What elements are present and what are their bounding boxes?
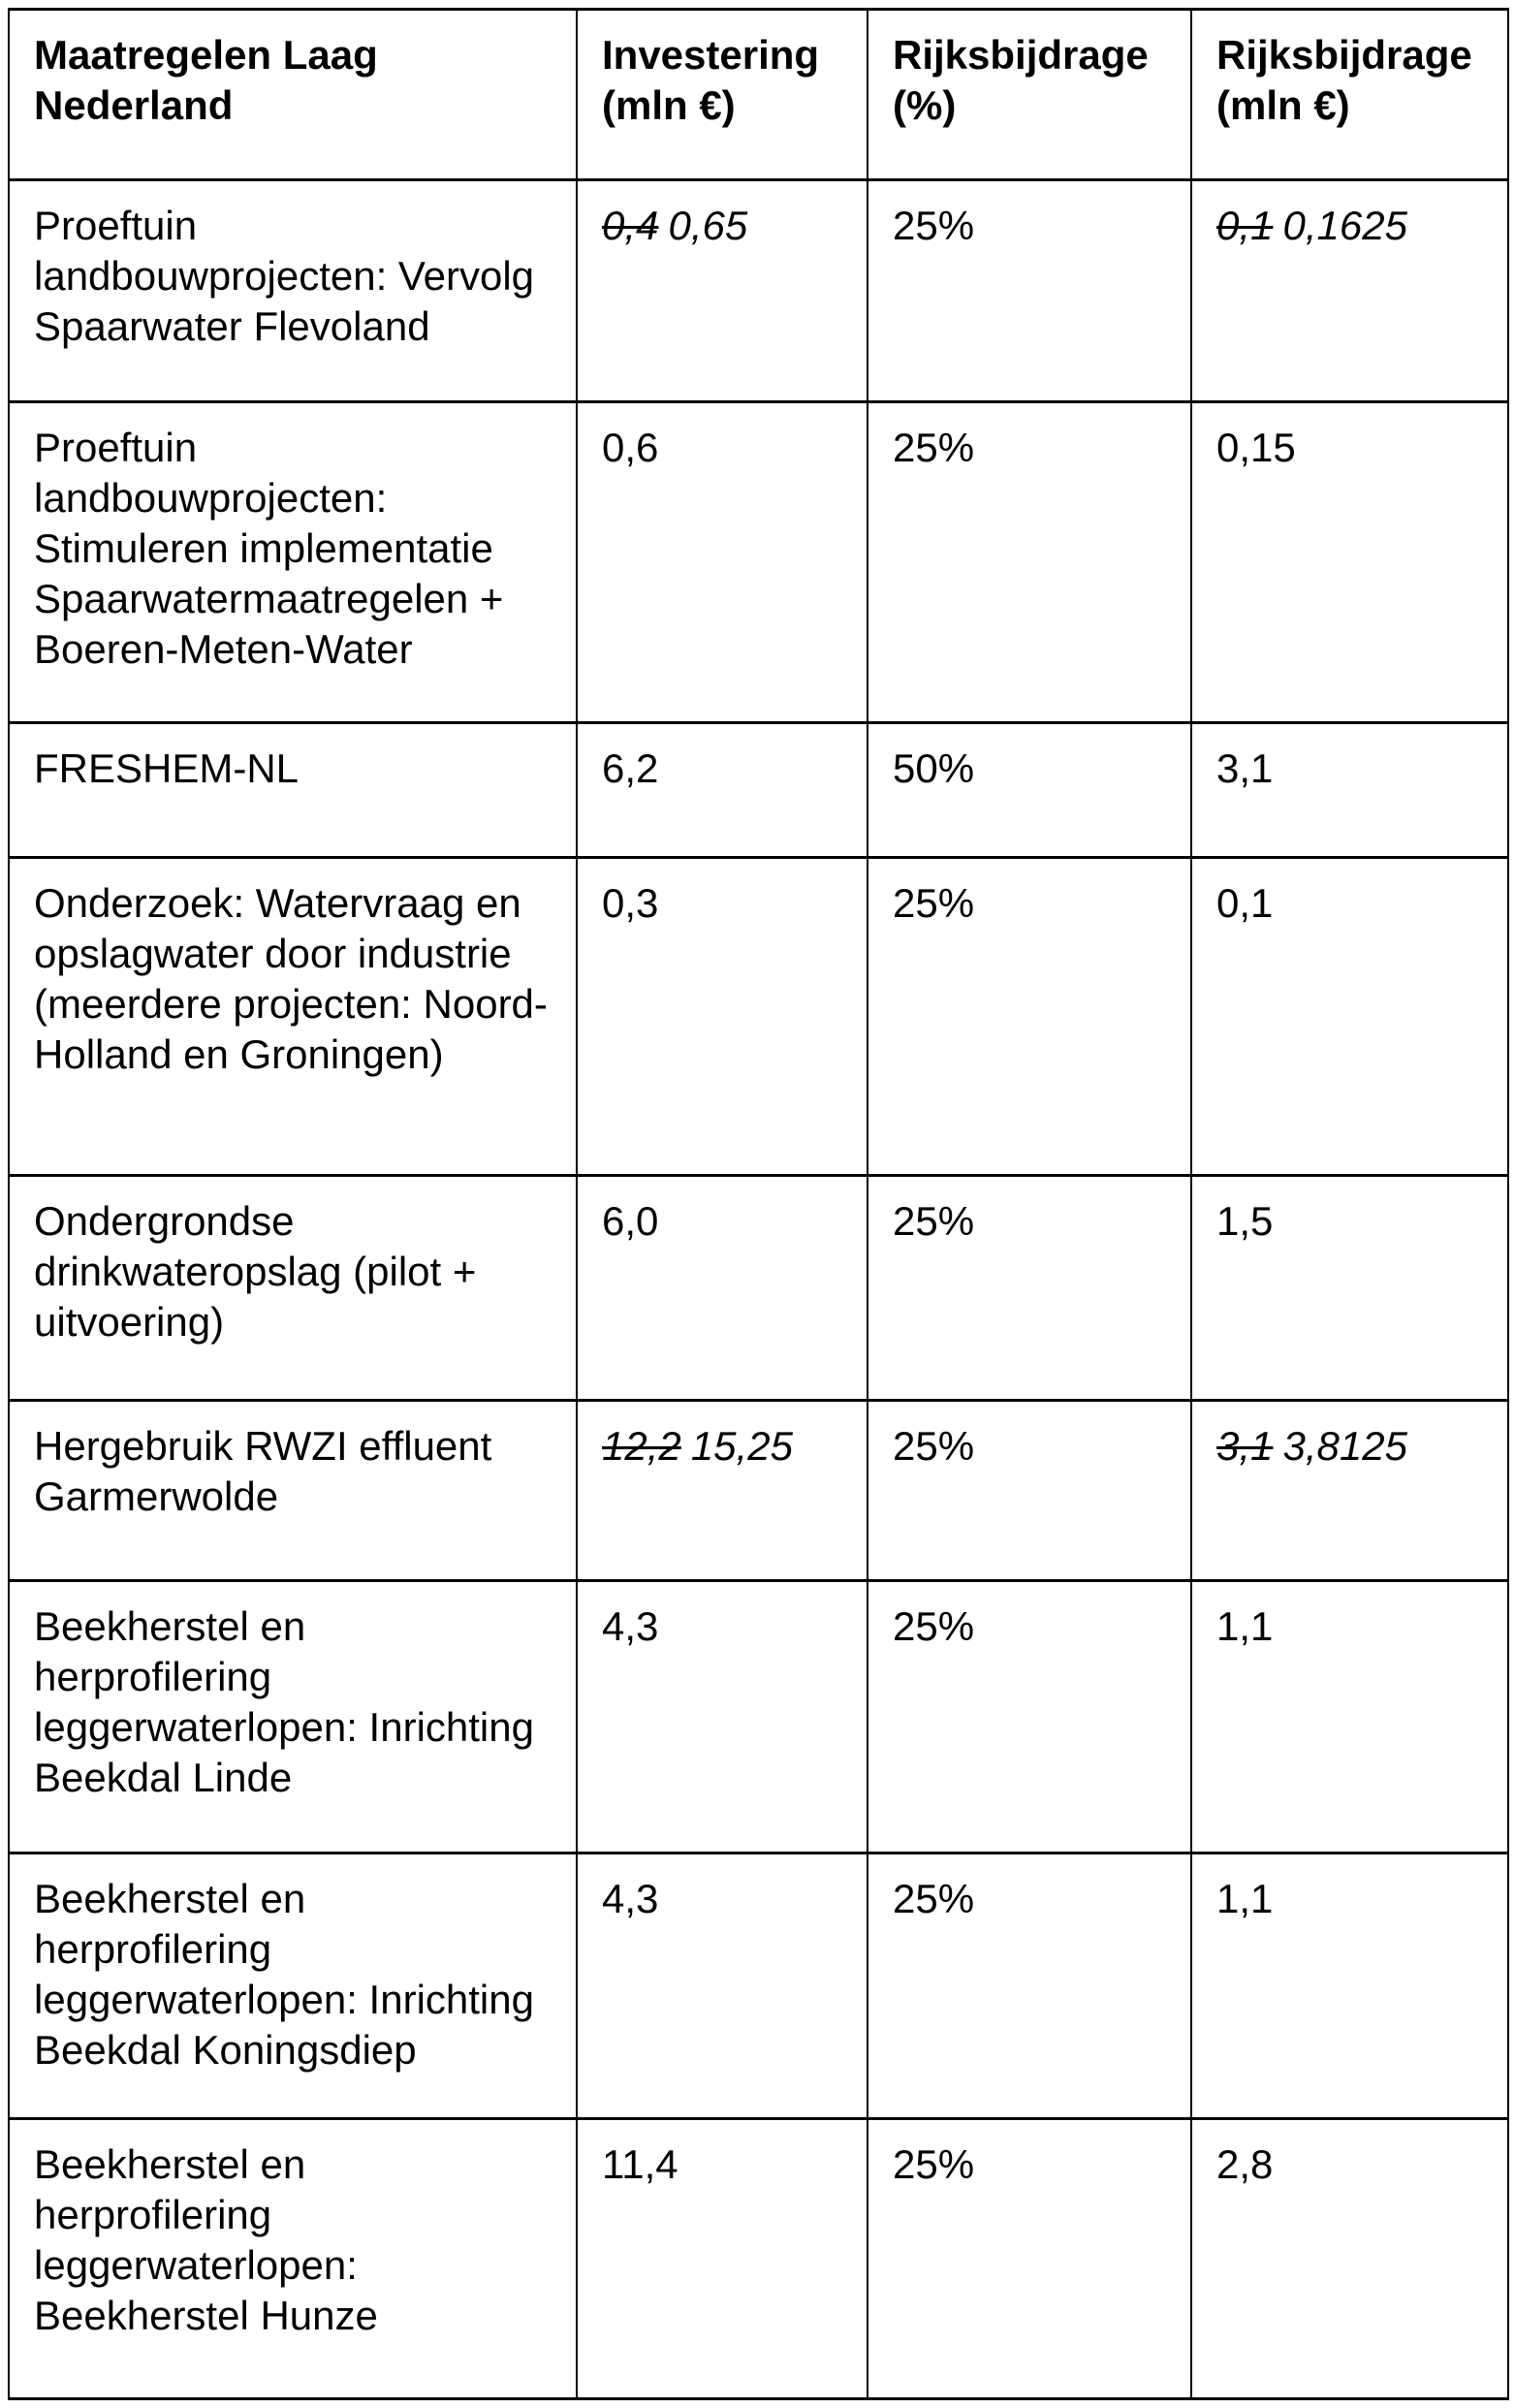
rijksbijdrage-pct-cell: 25% [868,180,1191,402]
investering-new-value: 0,65 [668,203,748,248]
table-row [9,723,1508,858]
maatregelen-table [8,8,1509,2400]
table-row [9,1854,1508,2119]
rijksbijdrage-pct-cell: 25% [868,2119,1191,2399]
rijksbijdrage-old-value: 3,1 [1216,1423,1274,1469]
rijksbijdrage-new-value: 3,8125 [1282,1423,1407,1469]
table-row [9,858,1508,1176]
rijksbijdrage-mln-cell [1191,1401,1508,1581]
rijksbijdrage-pct-cell: 50% [868,723,1191,858]
rijksbijdrage-pct-cell: 25% [868,858,1191,1176]
column-header-rijksbijdrage-mln: Rijksbijdrage (mln €) [1191,10,1508,180]
table-row [9,180,1508,402]
table-row [9,402,1508,723]
rijksbijdrage-pct-cell: 25% [868,1581,1191,1854]
investering-cell: 0,6 [577,402,868,723]
rijksbijdrage-pct-cell: 25% [868,402,1191,723]
investering-cell: 11,4 [577,2119,868,2399]
rijksbijdrage-old-value: 0,1 [1216,203,1274,248]
maatregel-cell: FRESHEM-NL [9,723,577,858]
rijksbijdrage-mln-cell: 2,8 [1191,2119,1508,2399]
rijksbijdrage-mln-cell: 0,15 [1191,402,1508,723]
investering-cell [577,1401,868,1581]
column-header-investering: Investering (mln €) [577,10,868,180]
column-header-maatregelen: Maatregelen Laag Nederland [9,10,577,180]
investering-cell: 4,3 [577,1854,868,2119]
maatregel-cell: Proeftuin landbouwprojecten: Vervolg Spaarwater Flevoland [9,180,577,402]
maatregel-cell: Hergebruik RWZI effluent Garmerwolde [9,1401,577,1581]
maatregel-cell: Beekherstel en herprofilering leggerwaterlopen: Beekherstel Hunze [9,2119,577,2399]
header-row [9,10,1508,180]
table-row [9,1176,1508,1401]
rijksbijdrage-new-value: 0,1625 [1282,203,1407,248]
maatregel-cell: Ondergrondse drinkwateropslag (pilot + uitvoering) [9,1176,577,1401]
maatregel-cell: Beekherstel en herprofilering leggerwaterlopen: Inrichting Beekdal Koningsdiep [9,1854,577,2119]
rijksbijdrage-mln-cell: 1,1 [1191,1581,1508,1854]
maatregel-cell: Beekherstel en herprofilering leggerwaterlopen: Inrichting Beekdal Linde [9,1581,577,1854]
investering-cell: 4,3 [577,1581,868,1854]
rijksbijdrage-pct-cell: 25% [868,1854,1191,2119]
investering-old-value: 0,4 [602,203,659,248]
table-row [9,1401,1508,1581]
investering-cell: 6,0 [577,1176,868,1401]
maatregel-cell: Onderzoek: Watervraag en opslagwater door industrie (meerdere projecten: Noord-Holland en Groningen) [9,858,577,1176]
column-header-rijksbijdrage-pct: Rijksbijdrage (%) [868,10,1191,180]
rijksbijdrage-mln-cell [1191,180,1508,402]
investering-cell: 6,2 [577,723,868,858]
rijksbijdrage-mln-cell: 1,5 [1191,1176,1508,1401]
rijksbijdrage-mln-cell: 0,1 [1191,858,1508,1176]
table-row [9,2119,1508,2399]
table-row [9,1581,1508,1854]
rijksbijdrage-pct-cell: 25% [868,1401,1191,1581]
maatregel-cell: Proeftuin landbouwprojecten: Stimuleren implementatie Spaarwatermaatregelen + Boeren-Meten-Water [9,402,577,723]
rijksbijdrage-mln-cell: 3,1 [1191,723,1508,858]
rijksbijdrage-pct-cell: 25% [868,1176,1191,1401]
investering-new-value: 15,25 [690,1423,793,1469]
investering-cell: 0,3 [577,858,868,1176]
investering-cell [577,180,868,402]
rijksbijdrage-mln-cell: 1,1 [1191,1854,1508,2119]
investering-old-value: 12,2 [602,1423,681,1469]
